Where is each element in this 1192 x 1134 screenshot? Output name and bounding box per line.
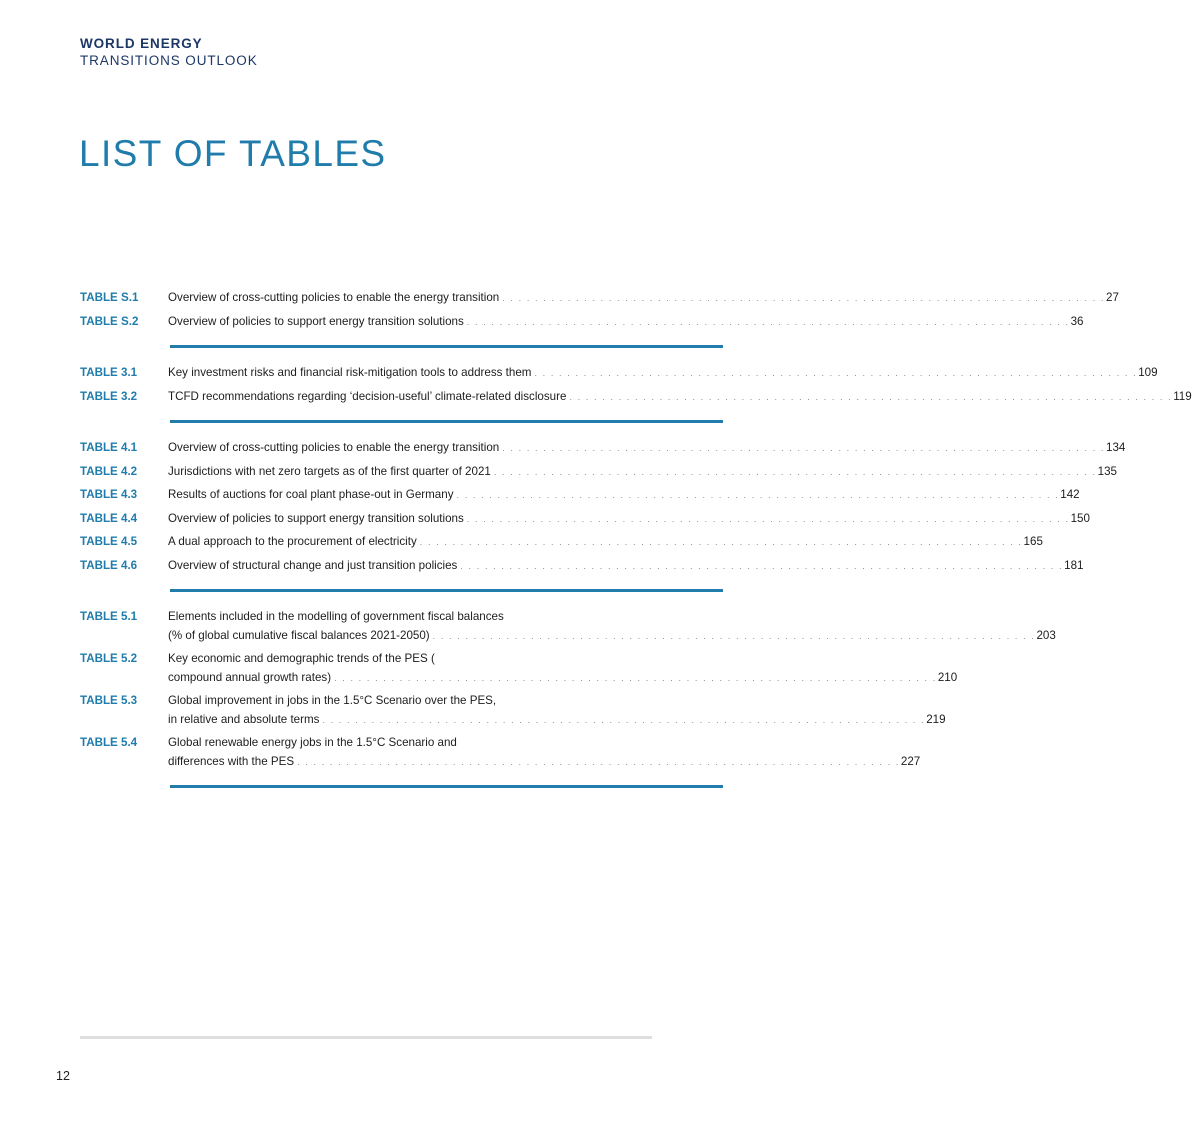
page-reference: 210	[937, 670, 958, 684]
page-reference: 119	[1173, 389, 1192, 403]
table-title-line: Overview of cross-cutting policies to enable the energy transition	[168, 291, 500, 304]
dot-leader: . . . . . . . . . . . . . . . . . . . . . . . . . . . . . . . . . . . . . . . . . . . . . . . . . . . . . . . . . . . . . . . . . . . . . . . . . .	[534, 368, 1138, 378]
table-number: TABLE 4.3	[80, 488, 138, 501]
page-reference: 134	[1106, 441, 1126, 454]
table-title-line: in relative and absolute terms	[168, 712, 320, 726]
table-title-line: Global improvement in jobs in the 1.5°C Scenario over the PES,	[168, 694, 497, 707]
dot-leader: . . . . . . . . . . . . . . . . . . . . . . . . . . . . . . . . . . . . . . . . . . . . . . . . . . . . . . . . . . . . . . . . . . . . . . . . . .	[297, 756, 900, 767]
table-number: TABLE 4.2	[80, 464, 138, 478]
toc-entry[interactable]	[80, 439, 1126, 458]
table-caption	[168, 313, 1084, 332]
table-title-line: Results of auctions for coal plant phase-out in Germany	[168, 488, 454, 501]
table-caption	[168, 439, 1126, 458]
dot-leader: . . . . . . . . . . . . . . . . . . . . . . . . . . . . . . . . . . . . . . . . . . . . . . . . . . . . . . . . . . . . . . . . . . . . . . . . . .	[456, 490, 1060, 500]
page-reference: 181	[1064, 558, 1084, 572]
toc-group	[80, 364, 1192, 406]
dot-leader: . . . . . . . . . . . . . . . . . . . . . . . . . . . . . . . . . . . . . . . . . . . . . . . . . . . . . . . . . . . . . . . . . . . . . . . . . .	[502, 443, 1106, 453]
dot-leader: . . . . . . . . . . . . . . . . . . . . . . . . . . . . . . . . . . . . . . . . . . . . . . . . . . . . . . . . . . . . . . . . . . . . . . . . . .	[569, 391, 1173, 402]
toc-entry[interactable]	[80, 364, 1158, 383]
page-reference: 150	[1070, 511, 1090, 525]
table-caption	[168, 388, 1192, 407]
table-caption	[168, 289, 1119, 308]
dot-leader: . . . . . . . . . . . . . . . . . . . . . . . . . . . . . . . . . . . . . . . . . . . . . . . . . . . . . . . . . . . . . . . . . . . . . . . . . .	[432, 630, 1036, 641]
table-number: TABLE 4.5	[80, 535, 138, 548]
toc-group	[80, 289, 1119, 331]
dot-leader: . . . . . . . . . . . . . . . . . . . . . . . . . . . . . . . . . . . . . . . . . . . . . . . . . . . . . . . . . . . . . . . . . . . . . . . . . .	[322, 714, 926, 725]
table-caption	[168, 463, 1117, 482]
page-reference: 36	[1070, 314, 1084, 328]
toc-entry[interactable]	[80, 608, 1056, 645]
table-caption	[168, 510, 1090, 529]
dot-leader: . . . . . . . . . . . . . . . . . . . . . . . . . . . . . . . . . . . . . . . . . . . . . . . . . . . . . . . . . . . . . . . . . . . . . . . . . .	[419, 537, 1023, 547]
table-title-line: Overview of policies to support energy transition solutions	[168, 314, 464, 328]
section-divider	[170, 420, 723, 423]
page-reference: 219	[926, 712, 946, 726]
page-reference: 135	[1097, 464, 1117, 478]
table-title-line: compound annual growth rates)	[168, 670, 332, 684]
toc-group	[80, 439, 1126, 575]
page-reference: 142	[1060, 488, 1080, 501]
table-title-line: Overview of structural change and just transition policies	[168, 558, 458, 572]
table-number: TABLE 4.4	[80, 511, 138, 525]
dot-leader: . . . . . . . . . . . . . . . . . . . . . . . . . . . . . . . . . . . . . . . . . . . . . . . . . . . . . . . . . . . . . . . . . . . . . . . . . .	[334, 672, 937, 683]
page-reference: 165	[1023, 535, 1043, 548]
table-number: TABLE S.1	[80, 291, 139, 304]
page-number: 12	[56, 1069, 70, 1083]
toc-entry[interactable]	[80, 463, 1117, 482]
table-of-contents	[80, 289, 1192, 804]
page-reference: 203	[1036, 628, 1056, 642]
publication-subtitle: TRANSITIONS OUTLOOK	[80, 53, 258, 68]
table-number: TABLE 5.1	[80, 610, 138, 623]
toc-entry[interactable]	[80, 557, 1084, 576]
table-title-line: Overview of cross-cutting policies to enable the energy transition	[168, 441, 500, 454]
toc-entry[interactable]	[80, 533, 1043, 552]
table-caption	[168, 364, 1158, 383]
table-number: TABLE 5.2	[80, 652, 138, 665]
footer-divider	[80, 1036, 652, 1039]
section-divider	[170, 785, 723, 788]
toc-entry[interactable]	[80, 388, 1192, 407]
table-caption	[168, 557, 1084, 576]
table-title-line: A dual approach to the procurement of electricity	[168, 535, 417, 548]
table-title-line: Overview of policies to support energy transition solutions	[168, 511, 464, 525]
table-caption	[168, 692, 946, 729]
table-title-line: Global renewable energy jobs in the 1.5°C Scenario and	[168, 736, 457, 749]
toc-entry[interactable]	[80, 692, 946, 729]
dot-leader: . . . . . . . . . . . . . . . . . . . . . . . . . . . . . . . . . . . . . . . . . . . . . . . . . . . . . . . . . . . . . . . . . . . . . . . . . .	[466, 513, 1070, 524]
toc-entry[interactable]	[80, 289, 1119, 308]
table-number: TABLE 4.1	[80, 441, 138, 454]
table-number: TABLE 5.3	[80, 694, 138, 707]
table-caption	[168, 486, 1080, 505]
table-title-line: Key investment risks and financial risk-mitigation tools to address them	[168, 366, 532, 379]
table-number: TABLE 4.6	[80, 558, 138, 572]
toc-entry[interactable]	[80, 650, 958, 687]
dot-leader: . . . . . . . . . . . . . . . . . . . . . . . . . . . . . . . . . . . . . . . . . . . . . . . . . . . . . . . . . . . . . . . . . . . . . . . . . .	[466, 316, 1070, 327]
table-caption	[168, 608, 1056, 645]
table-title-line: (% of global cumulative fiscal balances 2021-2050)	[168, 628, 430, 642]
table-title-line: Jurisdictions with net zero targets as of the first quarter of 2021	[168, 464, 491, 478]
dot-leader: . . . . . . . . . . . . . . . . . . . . . . . . . . . . . . . . . . . . . . . . . . . . . . . . . . . . . . . . . . . . . . . . . . . . . . . . . .	[460, 560, 1064, 571]
table-caption	[168, 533, 1043, 552]
table-title-line: TCFD recommendations regarding ‘decision-useful’ climate-related disclosure	[168, 389, 567, 403]
section-divider	[170, 345, 723, 348]
table-number: TABLE S.2	[80, 314, 139, 328]
toc-entry[interactable]	[80, 510, 1090, 529]
table-title-line: Elements included in the modelling of government fiscal balances	[168, 610, 504, 623]
dot-leader: . . . . . . . . . . . . . . . . . . . . . . . . . . . . . . . . . . . . . . . . . . . . . . . . . . . . . . . . . . . . . . . . . . . . . . . . . .	[493, 466, 1097, 477]
toc-entry[interactable]	[80, 486, 1080, 505]
table-title-line: Key economic and demographic trends of the PES (	[168, 652, 435, 665]
table-number: TABLE 3.2	[80, 389, 138, 403]
page-reference: 227	[900, 754, 921, 768]
table-number: TABLE 3.1	[80, 366, 138, 379]
page-reference: 27	[1106, 291, 1119, 304]
toc-entry[interactable]	[80, 734, 921, 771]
table-caption	[168, 734, 921, 771]
section-divider	[170, 589, 723, 592]
page-title: LIST OF TABLES	[79, 133, 387, 174]
publication-title: WORLD ENERGY	[80, 36, 203, 51]
table-caption	[168, 650, 958, 687]
toc-group	[80, 608, 1056, 771]
table-title-line: differences with the PES	[168, 754, 295, 768]
table-number: TABLE 5.4	[80, 736, 138, 749]
dot-leader: . . . . . . . . . . . . . . . . . . . . . . . . . . . . . . . . . . . . . . . . . . . . . . . . . . . . . . . . . . . . . . . . . . . . . . . . . .	[502, 293, 1106, 303]
page-reference: 109	[1138, 366, 1158, 379]
toc-entry[interactable]	[80, 313, 1084, 332]
